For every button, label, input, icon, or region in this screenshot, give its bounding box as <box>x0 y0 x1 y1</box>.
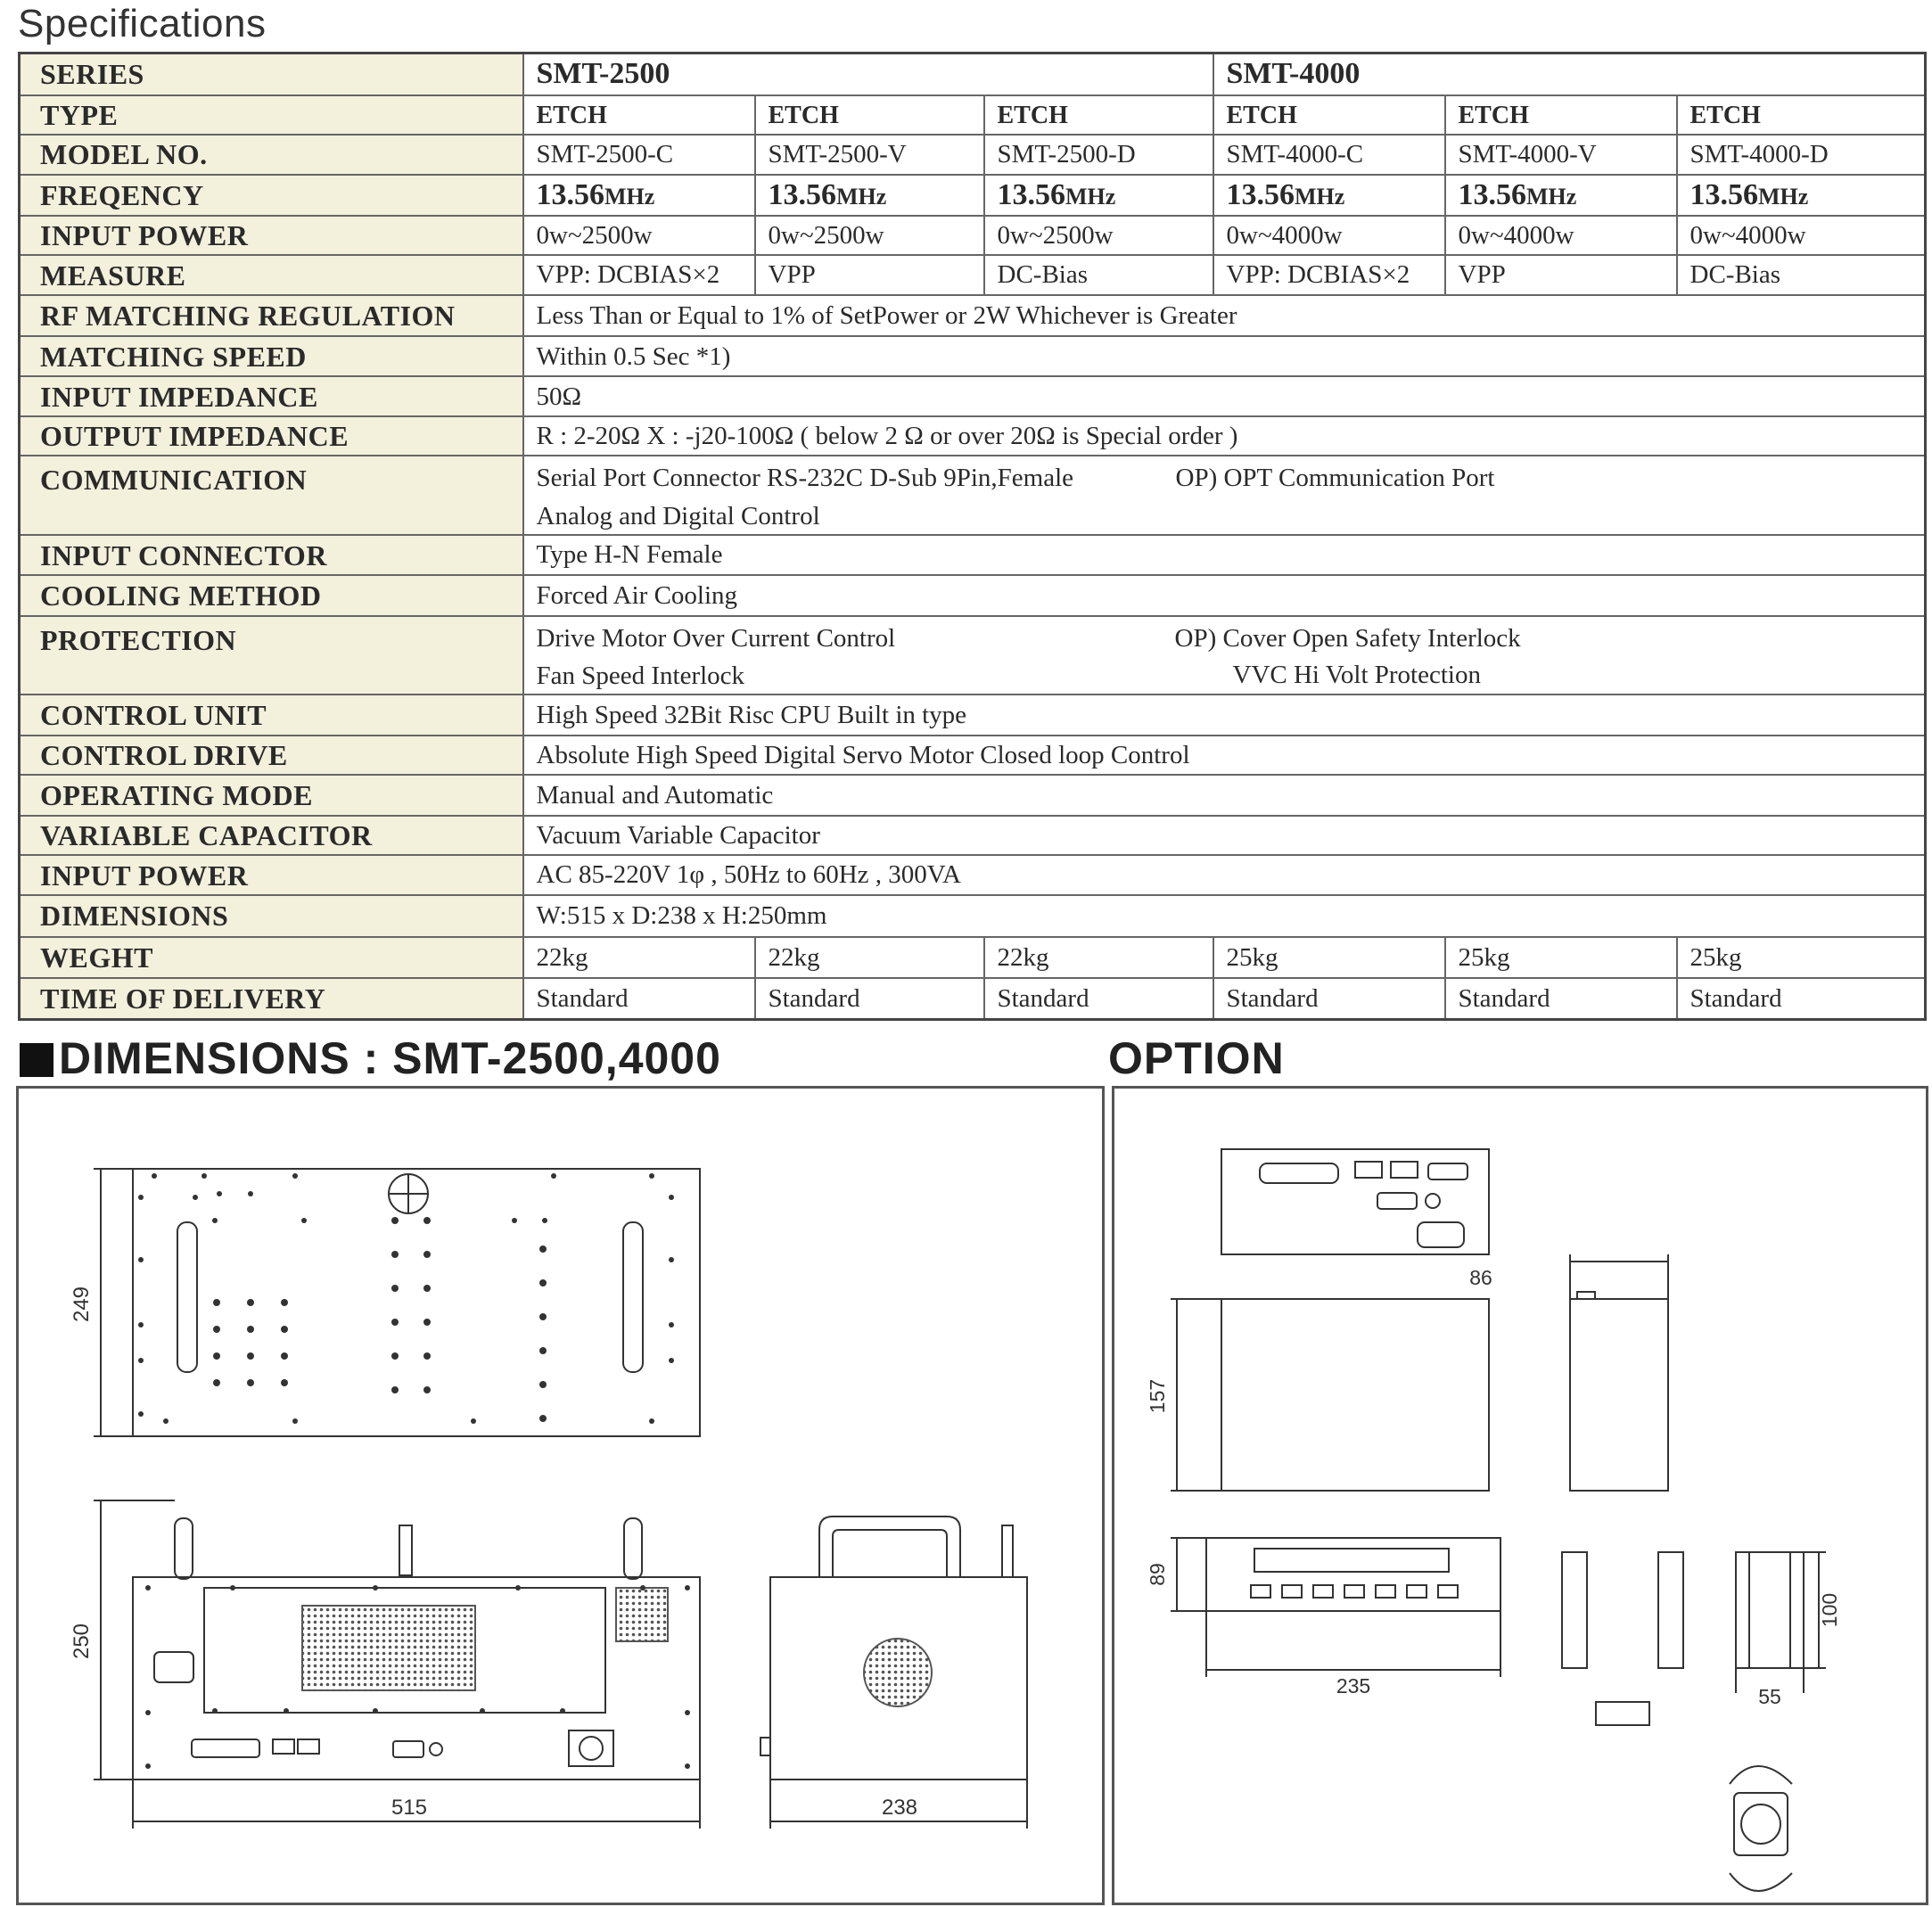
mounting-hole <box>391 1352 399 1360</box>
mounting-hole <box>281 1326 288 1333</box>
mounting-hole <box>649 1173 654 1179</box>
dimensions-title: DIMENSIONS : SMT-2500,4000 <box>59 1033 721 1083</box>
mounting-hole <box>551 1173 556 1179</box>
delivery-cell: Standard <box>523 978 755 1020</box>
mounting-hole <box>292 1418 298 1424</box>
mounting-hole <box>138 1322 144 1328</box>
mounting-hole <box>685 1710 690 1715</box>
row-model <box>20 135 1926 174</box>
side-view-drawing <box>760 1517 1027 1829</box>
delivery-cell: Standard <box>984 978 1213 1020</box>
label-control-drive: CONTROL DRIVE <box>20 736 523 775</box>
communication-value <box>523 456 1926 535</box>
mounting-hole <box>138 1257 144 1262</box>
series-smt-2500: SMT-2500 <box>523 53 1213 95</box>
mounting-hole <box>685 1763 690 1769</box>
label-frequency: FREQENCY <box>20 175 523 216</box>
label-delivery: TIME OF DELIVERY <box>20 978 523 1020</box>
front-width-label: 515 <box>391 1796 428 1820</box>
mounting-hole <box>539 1415 547 1422</box>
label-rf-regulation: RF MATCHING REGULATION <box>20 295 523 336</box>
measure-cell: VPP <box>1445 255 1677 294</box>
delivery-cell: Standard <box>1677 978 1926 1020</box>
page-title: Specifications <box>18 2 267 45</box>
mounting-hole <box>213 1352 220 1360</box>
frequency-unit: MHz <box>836 183 887 210</box>
panel-button <box>1438 1585 1458 1598</box>
frequency-unit: MHz <box>1065 183 1116 210</box>
side-depth-label: 238 <box>881 1796 918 1820</box>
mounting-hole <box>539 1279 547 1286</box>
mounting-hole <box>423 1319 431 1326</box>
mounting-hole <box>212 1708 218 1714</box>
mounting-hole <box>247 1299 254 1306</box>
frequency-unit: MHz <box>1526 183 1577 210</box>
mounting-hole <box>145 1585 151 1591</box>
row-output-impedance <box>20 416 1926 456</box>
front-height-label: 250 <box>70 1623 94 1660</box>
option-panel <box>1112 1086 1928 1905</box>
mounting-hole <box>512 1218 517 1223</box>
row-dimensions <box>20 895 1926 936</box>
row-input-impedance <box>20 376 1926 415</box>
frequency-cell <box>984 175 1213 216</box>
type-cell: ETCH <box>984 95 1213 135</box>
mounting-hole <box>212 1218 218 1223</box>
frequency-cell <box>755 175 984 216</box>
mounting-hole <box>281 1352 288 1360</box>
delivery-cell: Standard <box>755 978 984 1020</box>
label-input-power: INPUT POWER <box>20 216 523 255</box>
label-type: TYPE <box>20 95 523 135</box>
input-impedance-value: 50Ω <box>523 376 1926 415</box>
mounting-hole <box>391 1285 399 1292</box>
weight-cell: 22kg <box>523 937 755 978</box>
row-control-drive <box>20 736 1926 775</box>
row-matching-speed <box>20 336 1926 376</box>
mounting-hole <box>539 1245 547 1253</box>
control-unit-value: High Speed 32Bit Risc CPU Built in type <box>523 695 1926 735</box>
type-cell: ETCH <box>755 95 984 135</box>
mounting-hole <box>649 1418 654 1424</box>
label-communication: COMMUNICATION <box>20 456 523 535</box>
box-depth-label: 86 <box>1469 1266 1492 1289</box>
input-power-ac-value: AC 85-220V 1φ , 50Hz to 60Hz , 300VA <box>523 855 1926 895</box>
panel-width-label: 235 <box>1336 1674 1371 1697</box>
option-connector-drawing <box>1730 1766 1792 1891</box>
label-weight: WEGHT <box>20 937 523 978</box>
frequency-value: 13.56 <box>997 177 1065 211</box>
panel-button <box>1313 1585 1333 1598</box>
mounting-hole <box>515 1585 521 1591</box>
option-box-side-drawing <box>1570 1254 1668 1491</box>
mounting-hole <box>542 1218 547 1223</box>
communication-line-2: Analog and Digital Control <box>536 502 820 531</box>
mounting-hole <box>301 1218 307 1223</box>
weight-cell: 22kg <box>755 937 984 978</box>
panel-height-label: 89 <box>1146 1563 1169 1586</box>
mounting-hole <box>391 1386 399 1393</box>
panel-button <box>1344 1585 1364 1598</box>
label-output-impedance: OUTPUT IMPEDANCE <box>20 416 523 456</box>
label-control-unit: CONTROL UNIT <box>20 695 523 735</box>
row-input-power <box>20 216 1926 255</box>
front-view-drawing <box>94 1500 700 1829</box>
type-cell: ETCH <box>1677 95 1926 135</box>
frequency-value: 13.56 <box>1689 177 1758 211</box>
row-protection <box>20 616 1926 695</box>
series-smt-4000: SMT-4000 <box>1213 53 1926 95</box>
mounting-hole <box>163 1418 169 1424</box>
weight-cell: 25kg <box>1677 937 1926 978</box>
model-cell: SMT-2500-D <box>984 135 1213 174</box>
type-cell: ETCH <box>523 95 755 135</box>
measure-cell: VPP <box>755 255 984 294</box>
input-power-cell: 0w~2500w <box>984 216 1213 255</box>
dimensions-value: W:515 x D:238 x H:250mm <box>523 895 1926 936</box>
row-rf-regulation <box>20 295 1926 336</box>
communication-option: OP) OPT Communication Port <box>1175 464 1495 493</box>
mounting-hole <box>669 1358 674 1363</box>
type-cell: ETCH <box>1213 95 1445 135</box>
mounting-hole <box>152 1173 157 1179</box>
input-power-cell: 0w~2500w <box>523 216 755 255</box>
label-input-power-ac: INPUT POWER <box>20 855 523 895</box>
label-operating-mode: OPERATING MODE <box>20 775 523 815</box>
panel-button <box>1282 1585 1302 1598</box>
mounting-hole <box>669 1322 674 1328</box>
measure-cell: DC-Bias <box>1677 255 1926 294</box>
option-rear-panel-drawing <box>1221 1149 1489 1254</box>
mounting-hole <box>480 1708 485 1714</box>
mounting-hole <box>373 1708 378 1714</box>
mounting-hole <box>539 1381 547 1388</box>
label-variable-capacitor: VARIABLE CAPACITOR <box>20 816 523 855</box>
protection-line-1: Drive Motor Over Current Control <box>536 623 896 653</box>
bracket-height-label: 100 <box>1818 1592 1841 1628</box>
mounting-hole <box>391 1217 399 1224</box>
mounting-hole <box>213 1379 220 1386</box>
mounting-hole <box>685 1585 690 1591</box>
model-cell: SMT-4000-D <box>1677 135 1926 174</box>
label-model: MODEL NO. <box>20 135 523 174</box>
row-weight <box>20 937 1926 978</box>
mounting-hole <box>391 1319 399 1326</box>
measure-cell: VPP: DCBIAS×2 <box>1213 255 1445 294</box>
row-measure <box>20 255 1926 294</box>
mounting-hole <box>423 1386 431 1393</box>
model-cell: SMT-4000-C <box>1213 135 1445 174</box>
row-variable-capacitor <box>20 816 1926 855</box>
row-type <box>20 95 1926 135</box>
frequency-unit: MHz <box>1295 183 1345 210</box>
rf-regulation-value: Less Than or Equal to 1% of SetPower or 2W Whichever is Greater <box>523 295 1926 336</box>
mounting-hole <box>247 1379 254 1386</box>
mounting-hole <box>423 1217 431 1224</box>
mounting-hole <box>201 1173 207 1179</box>
model-cell: SMT-2500-C <box>523 135 755 174</box>
mounting-hole <box>539 1347 547 1354</box>
measure-cell: VPP: DCBIAS×2 <box>523 255 755 294</box>
mounting-hole <box>213 1326 220 1333</box>
protection-option-1: OP) Cover Open Safety Interlock <box>1174 623 1521 653</box>
dimensions-heading <box>20 1032 721 1084</box>
top-height-label: 249 <box>70 1286 94 1323</box>
option-panel-buttons <box>1251 1585 1458 1598</box>
frequency-cell <box>523 175 755 216</box>
label-dimensions: DIMENSIONS <box>20 895 523 936</box>
panel-button <box>1407 1585 1426 1598</box>
variable-capacitor-value: Vacuum Variable Capacitor <box>523 816 1926 855</box>
mounting-hole <box>145 1710 151 1715</box>
mounting-hole <box>281 1299 288 1306</box>
mounting-hole <box>423 1352 431 1360</box>
label-input-impedance: INPUT IMPEDANCE <box>20 376 523 415</box>
frequency-unit: MHz <box>604 183 655 210</box>
row-operating-mode <box>20 775 1926 815</box>
row-cooling <box>20 575 1926 615</box>
row-frequency <box>20 175 1926 216</box>
frequency-value: 13.56 <box>536 177 604 211</box>
spec-table <box>18 52 1927 1021</box>
operating-mode-value: Manual and Automatic <box>523 775 1926 815</box>
model-cell: SMT-4000-V <box>1445 135 1677 174</box>
label-measure: MEASURE <box>20 255 523 294</box>
mounting-hole <box>471 1418 476 1424</box>
frequency-value: 13.56 <box>1226 177 1295 211</box>
cooling-value: Forced Air Cooling <box>523 575 1926 615</box>
panel-button <box>1251 1585 1270 1598</box>
label-series: SERIES <box>20 53 523 95</box>
option-front-panel-drawing <box>1171 1538 1500 1677</box>
dimension-drawings <box>19 1089 1102 1903</box>
black-square-icon <box>20 1043 53 1077</box>
protection-line-2: Fan Speed Interlock <box>536 661 745 690</box>
output-impedance-value: R : 2-20Ω X : -j20-100Ω ( below 2 Ω or over 20Ω is Special order ) <box>523 416 1926 456</box>
mounting-hole <box>281 1379 288 1386</box>
matching-speed-value: Within 0.5 Sec *1) <box>523 336 1926 376</box>
frequency-unit: MHz <box>1758 183 1809 210</box>
mounting-hole <box>248 1191 253 1196</box>
row-input-power-ac <box>20 855 1926 895</box>
frequency-cell <box>1677 175 1926 216</box>
mounting-hole <box>423 1285 431 1292</box>
top-view-drawing <box>94 1169 700 1436</box>
mounting-hole <box>213 1299 220 1306</box>
label-protection: PROTECTION <box>20 616 523 695</box>
box-height-label: 157 <box>1146 1378 1169 1414</box>
option-bracket-drawings <box>1562 1552 1826 1725</box>
mounting-hole <box>138 1411 144 1417</box>
delivery-cell: Standard <box>1213 978 1445 1020</box>
bracket-width-label: 55 <box>1758 1685 1781 1708</box>
input-connector-value: Type H-N Female <box>523 535 1926 575</box>
mounting-hole <box>230 1585 235 1591</box>
mounting-hole <box>247 1326 254 1333</box>
weight-cell: 25kg <box>1445 937 1677 978</box>
mounting-hole <box>539 1313 547 1320</box>
mounting-hole <box>193 1195 198 1200</box>
frequency-value: 13.56 <box>1458 177 1526 211</box>
row-series <box>20 53 1926 95</box>
input-power-cell: 0w~4000w <box>1213 216 1445 255</box>
frequency-cell <box>1445 175 1677 216</box>
input-power-cell: 0w~4000w <box>1677 216 1926 255</box>
type-cell: ETCH <box>1445 95 1677 135</box>
weight-cell: 25kg <box>1213 937 1445 978</box>
control-drive-value: Absolute High Speed Digital Servo Motor Closed loop Control <box>523 736 1926 775</box>
model-cell: SMT-2500-V <box>755 135 984 174</box>
mounting-hole <box>669 1195 674 1200</box>
mounting-hole <box>373 1585 378 1591</box>
weight-cell: 22kg <box>984 937 1213 978</box>
row-input-connector <box>20 535 1926 575</box>
frequency-value: 13.56 <box>768 177 836 211</box>
row-communication <box>20 456 1926 535</box>
mounting-hole <box>560 1708 565 1714</box>
mounting-hole <box>145 1763 151 1769</box>
mounting-hole <box>284 1708 289 1714</box>
option-drawings <box>1114 1089 1926 1903</box>
mounting-hole <box>640 1585 645 1591</box>
label-input-connector: INPUT CONNECTOR <box>20 535 523 575</box>
input-power-cell: 0w~2500w <box>755 216 984 255</box>
mounting-hole <box>217 1191 222 1196</box>
protection-option-2: VVC Hi Volt Protection <box>1232 660 1481 689</box>
top-view-holes <box>138 1173 674 1424</box>
communication-line-1: Serial Port Connector RS-232C D-Sub 9Pin,Female <box>536 464 1074 493</box>
input-power-cell: 0w~4000w <box>1445 216 1677 255</box>
label-matching-speed: MATCHING SPEED <box>20 336 523 376</box>
mounting-hole <box>423 1251 431 1258</box>
option-box-front-drawing <box>1171 1299 1489 1491</box>
dimensions-panel <box>16 1086 1105 1905</box>
mounting-hole <box>669 1257 674 1262</box>
mounting-hole <box>292 1173 298 1179</box>
label-cooling: COOLING METHOD <box>20 575 523 615</box>
mounting-hole <box>138 1358 144 1363</box>
measure-cell: DC-Bias <box>984 255 1213 294</box>
protection-value <box>523 616 1926 695</box>
row-delivery <box>20 978 1926 1020</box>
mounting-hole <box>138 1195 144 1200</box>
option-title: OPTION <box>1108 1033 1285 1083</box>
mounting-hole <box>247 1352 254 1360</box>
panel-button <box>1376 1585 1395 1598</box>
delivery-cell: Standard <box>1445 978 1677 1020</box>
mounting-hole <box>391 1251 399 1258</box>
frequency-cell <box>1213 175 1445 216</box>
row-control-unit <box>20 695 1926 735</box>
